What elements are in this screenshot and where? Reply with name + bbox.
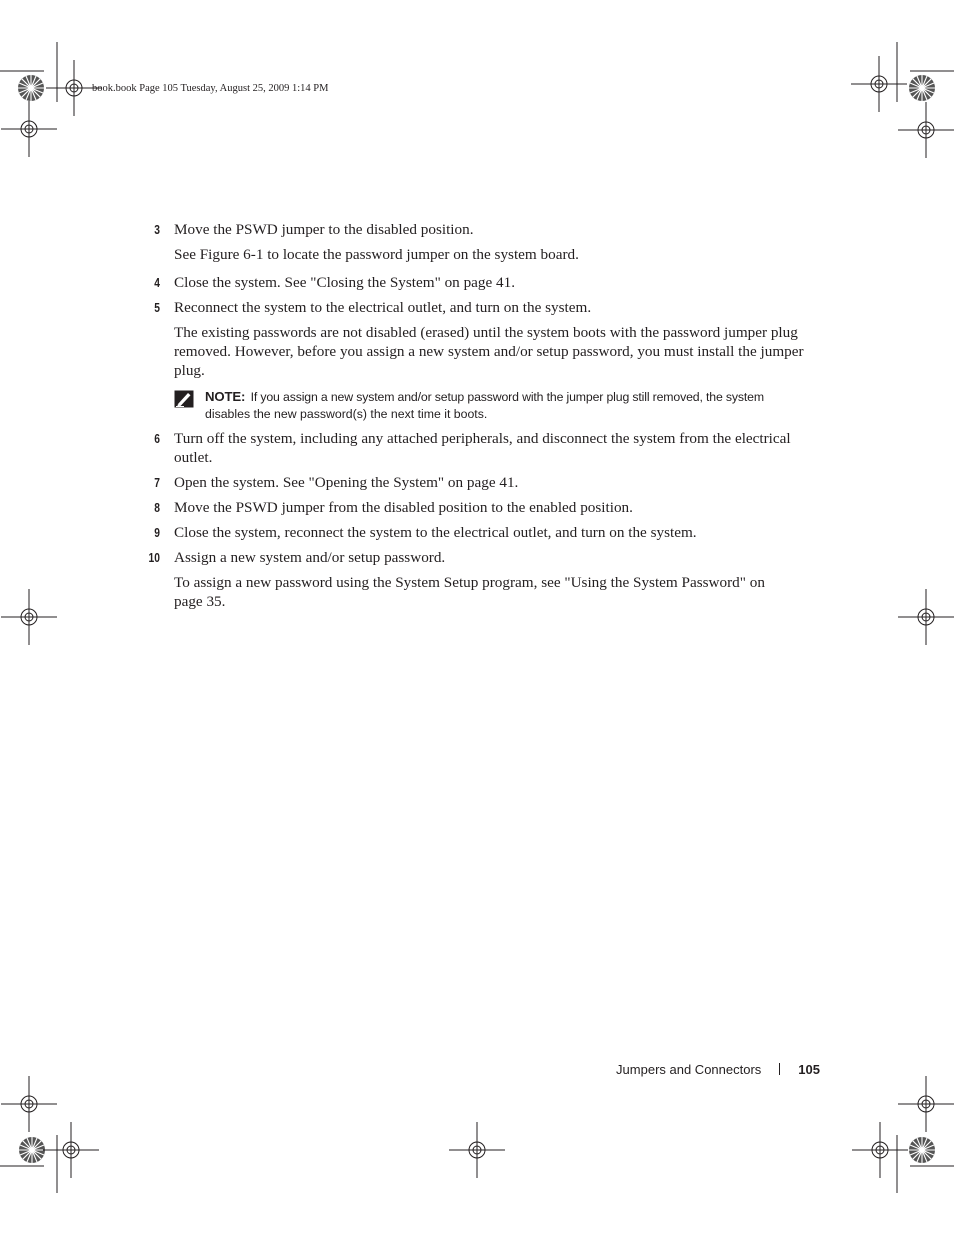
step-4 (154, 273, 814, 292)
step-number: 6 (154, 432, 160, 446)
step-text: Reconnect the system to the electrical outlet, and turn on the system. (174, 299, 592, 316)
print-header-stamp: book.book Page 105 Tuesday, August 25, 2009 1:14 PM (92, 83, 329, 94)
existing-passwords-paragraph: The existing passwords are not disabled (erased) until the system boots with the password jumper plug removed. However, before you assign a new system and/or setup password, you must install the jumper plug. (174, 324, 804, 379)
step-7 (154, 473, 814, 492)
step-6 (154, 429, 814, 467)
footer-separator (779, 1063, 780, 1075)
step-text: Assign a new system and/or setup password. (174, 549, 446, 566)
note-callout (174, 388, 814, 423)
step-number: 9 (154, 526, 160, 540)
step-9 (154, 523, 814, 542)
note-pencil-icon (174, 390, 194, 408)
step-number: 7 (154, 476, 160, 490)
footer-section-title: Jumpers and Connectors (616, 1062, 762, 1077)
step-10 (148, 548, 814, 567)
step-text: Turn off the system, including any attached peripherals, and disconnect the system from the electrical outlet. (174, 430, 791, 466)
step-number: 10 (148, 551, 160, 565)
step-text: Close the system, reconnect the system to the electrical outlet, and turn on the system. (174, 524, 697, 541)
step-number: 3 (154, 223, 160, 237)
step-number: 4 (154, 276, 160, 290)
note-text-line1: If you assign a new system and/or setup password with the jumper plug still removed, the system (250, 390, 764, 404)
step-text: Close the system. See "Closing the System" on page 41. (174, 274, 516, 291)
note-label: NOTE: (205, 389, 246, 404)
step-text: Move the PSWD jumper from the disabled position to the enabled position. (174, 499, 633, 516)
note-text-line2: disables the new password(s) the next time it boots. (205, 407, 488, 421)
footer-page-number: 105 (798, 1062, 820, 1077)
figure-reference-paragraph: See Figure 6-1 to locate the password jumper on the system board. (174, 246, 579, 263)
step-3 (154, 220, 814, 239)
step-number: 8 (154, 501, 160, 515)
step-5 (154, 298, 814, 317)
page-footer (616, 1062, 820, 1077)
assign-password-line2: page 35. (174, 593, 226, 610)
step-text: Open the system. See "Opening the System" on page 41. (174, 474, 519, 491)
step-text: Move the PSWD jumper to the disabled position. (174, 221, 474, 238)
assign-password-paragraph (174, 573, 814, 611)
step-8 (154, 498, 814, 517)
assign-password-line1: To assign a new password using the System Setup program, see "Using the System Password" on (174, 574, 765, 591)
step-number: 5 (154, 301, 160, 315)
